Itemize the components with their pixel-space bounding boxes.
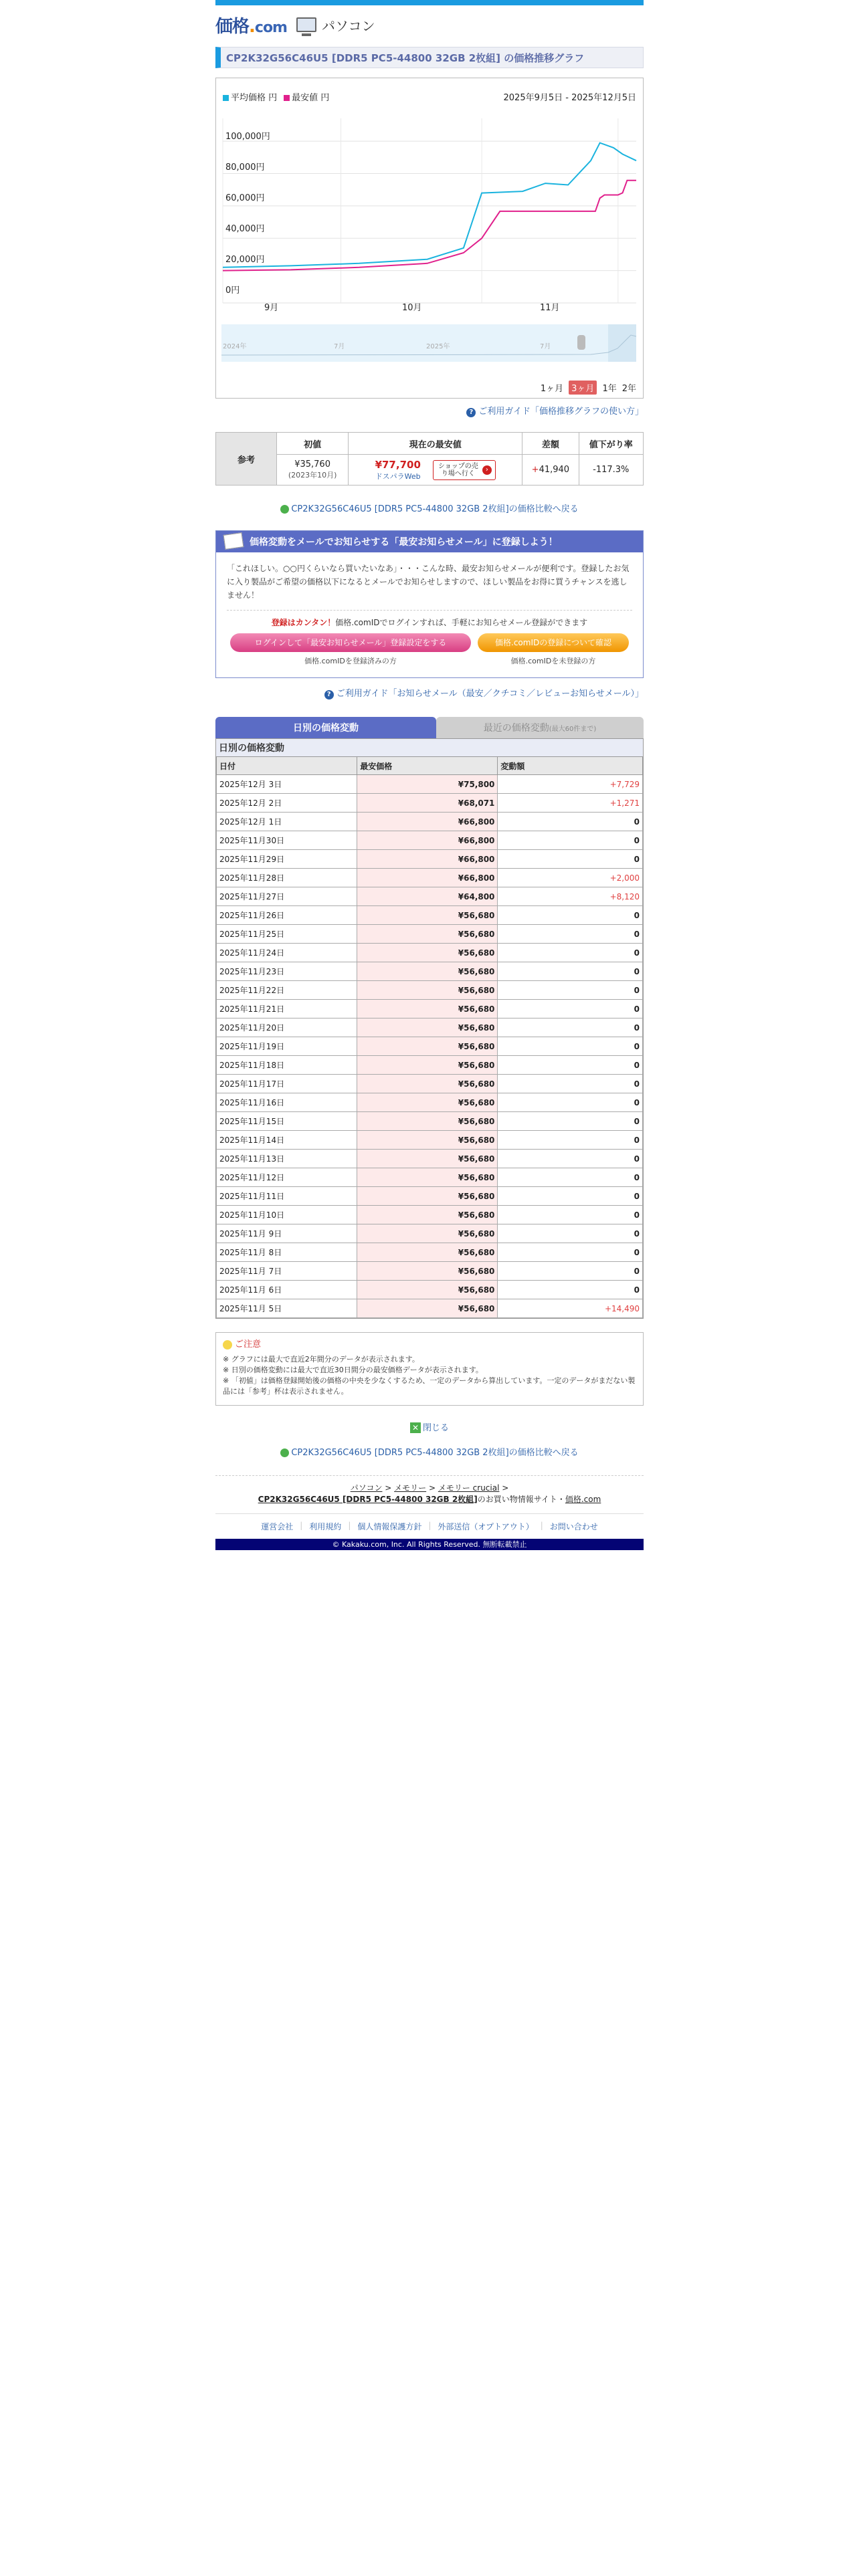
tab-recent[interactable] (436, 717, 644, 738)
row-date: 2025年12月 3日 (217, 775, 357, 794)
table-row (217, 1131, 643, 1150)
login-col (230, 633, 471, 668)
col-date: 日付 (217, 757, 357, 775)
row-date: 2025年11月29日 (217, 850, 357, 869)
average-price-line (223, 143, 636, 267)
x-tick-label: 9月 (264, 303, 279, 313)
alert-easy-line (227, 616, 632, 629)
row-price: ¥56,680 (357, 1112, 498, 1131)
table-row (217, 1187, 643, 1206)
row-price: ¥56,680 (357, 981, 498, 1000)
breadcrumb-item[interactable]: メモリー (394, 1483, 427, 1493)
row-date: 2025年11月20日 (217, 1018, 357, 1037)
table-row (217, 962, 643, 981)
table-row (217, 1037, 643, 1056)
price-alert-box (215, 530, 644, 678)
reference-table (215, 432, 644, 486)
current-cell (349, 455, 522, 486)
footer-sep: | (540, 1521, 543, 1530)
page-title: CP2K32G56C46U5 [DDR5 PC5-44800 32GB 2枚組] の価格推移グラフ (215, 47, 644, 68)
row-date: 2025年11月15日 (217, 1112, 357, 1131)
current-price: ¥77,700 (375, 458, 421, 471)
breadcrumb-item[interactable]: メモリー crucial (438, 1483, 500, 1493)
table-row (217, 1093, 643, 1112)
row-change: 0 (498, 906, 643, 925)
chart-guide-link[interactable] (215, 404, 644, 417)
alert-title: 価格変動をメールでお知らせする「最安お知らせメール」に登録しよう！ (250, 537, 558, 548)
note-item: ※ グラフには最大で直近2年間分のデータが表示されます。 (223, 1355, 419, 1364)
logo-dot: . (249, 16, 255, 37)
row-date: 2025年11月 5日 (217, 1299, 357, 1318)
legend-lowest-label: 最安値 円 (292, 93, 330, 103)
daily-price-panel (215, 738, 644, 1319)
row-price: ¥56,680 (357, 1168, 498, 1187)
row-price: ¥56,680 (357, 1224, 498, 1243)
table-row (217, 1224, 643, 1243)
note-item: ※ 日別の価格変動には最大で直近30日間分の最安価格データが表示されます。 (223, 1366, 483, 1374)
row-price: ¥56,680 (357, 1056, 498, 1075)
row-price: ¥56,680 (357, 1018, 498, 1037)
row-date: 2025年11月 9日 (217, 1224, 357, 1243)
navigator-label: 7月 (334, 343, 345, 350)
x-tick-label: 11月 (540, 303, 560, 313)
row-date: 2025年11月18日 (217, 1056, 357, 1075)
table-row (217, 775, 643, 794)
reference-label: 参考 (216, 433, 277, 486)
register-caption: 価格.comIDを未登録の方 (510, 657, 596, 665)
diff-cell (522, 455, 579, 486)
diff-plus-sign: + (531, 465, 539, 475)
kakaku-logo[interactable] (215, 13, 287, 37)
table-row (217, 1281, 643, 1299)
rate-cell: -117.3% (579, 455, 643, 486)
row-price: ¥56,680 (357, 1281, 498, 1299)
x-tick-label: 10月 (402, 303, 422, 313)
row-change: 0 (498, 1056, 643, 1075)
row-date: 2025年11月30日 (217, 831, 357, 850)
footer-sep: | (300, 1521, 303, 1530)
col-diff: 差額 (522, 433, 579, 455)
breadcrumb: パソコン > メモリー > メモリー crucial > CP2K32G56C46U5 [DDR5 PC5-44800 32GB 2枚組]のお買い物情報サイト・価格.com (215, 1475, 644, 1505)
row-change: +1,271 (498, 794, 643, 813)
logo-com-text: com (254, 19, 287, 36)
row-change: 0 (498, 1075, 643, 1093)
row-change: 0 (498, 925, 643, 944)
table-row (217, 925, 643, 944)
logo-main-text: 価格 (215, 16, 250, 37)
notes-box (215, 1332, 644, 1406)
footer-links (215, 1513, 644, 1539)
row-date: 2025年11月16日 (217, 1093, 357, 1112)
back-link-text-2: CP2K32G56C46U5 [DDR5 PC5-44800 32GB 2枚組]の価格比較へ戻る (291, 1448, 579, 1458)
row-date: 2025年11月28日 (217, 869, 357, 887)
row-price: ¥68,071 (357, 794, 498, 813)
period-3months[interactable]: 3ヶ月 (569, 381, 597, 395)
back-to-comparison-link[interactable] (215, 502, 644, 514)
daily-price-table (216, 756, 643, 1318)
row-date: 2025年11月12日 (217, 1168, 357, 1187)
row-date: 2025年11月14日 (217, 1131, 357, 1150)
row-price: ¥56,680 (357, 1150, 498, 1168)
legend-average-label: 平均価格 円 (231, 93, 278, 103)
period-1year[interactable]: 1年 (602, 384, 617, 394)
row-price: ¥56,680 (357, 1262, 498, 1281)
breadcrumb-product[interactable]: CP2K32G56C46U5 [DDR5 PC5-44800 32GB 2枚組] (258, 1495, 478, 1504)
mail-guide-link[interactable] (215, 686, 644, 700)
row-change: 0 (498, 1281, 643, 1299)
row-change: 0 (498, 981, 643, 1000)
tab-daily[interactable]: 日別の価格変動 (215, 717, 436, 738)
row-change: 0 (498, 944, 643, 962)
help-icon: ? (466, 408, 476, 417)
copyright: © Kakaku.com, Inc. All Rights Reserved. 無断転載禁止 (215, 1539, 644, 1550)
back-to-comparison-link-2[interactable] (215, 1445, 644, 1458)
row-price: ¥56,680 (357, 962, 498, 981)
row-price: ¥56,680 (357, 1187, 498, 1206)
pc-icon (296, 17, 316, 32)
alert-header (216, 531, 643, 552)
table-row (217, 906, 643, 925)
footer-sep: | (428, 1521, 432, 1530)
alert-body (216, 552, 643, 677)
col-rate: 値下がり率 (579, 433, 643, 455)
row-change: 0 (498, 813, 643, 831)
row-change: +8,120 (498, 887, 643, 906)
row-change: +14,490 (498, 1299, 643, 1318)
table-row (217, 1112, 643, 1131)
back-arrow-icon (280, 1448, 289, 1457)
back-arrow-icon (280, 505, 289, 514)
table-row (217, 1243, 643, 1262)
price-chart (215, 78, 644, 399)
row-change: +7,729 (498, 775, 643, 794)
row-change: 0 (498, 1000, 643, 1018)
site-header (215, 5, 644, 40)
mail-guide-text: ご利用ガイド「お知らせメール（最安／クチコミ／レビューお知らせメール）」 (336, 689, 644, 699)
footer-link[interactable]: 運営会社 (261, 1522, 294, 1531)
row-price: ¥56,680 (357, 1037, 498, 1056)
alert-buttons (227, 633, 632, 668)
table-row (217, 1262, 643, 1281)
row-change: 0 (498, 1206, 643, 1224)
arrow-right-icon: › (482, 465, 492, 475)
period-selector (541, 381, 636, 395)
y-tick-label: 80,000円 (225, 163, 265, 173)
row-price: ¥56,680 (357, 1093, 498, 1112)
tab-recent-label: 最近の価格変動 (483, 723, 549, 734)
col-current: 現在の最安値 (349, 433, 522, 455)
row-date: 2025年12月 2日 (217, 794, 357, 813)
row-date: 2025年11月27日 (217, 887, 357, 906)
row-price: ¥56,680 (357, 1131, 498, 1150)
top-accent-bar (215, 0, 644, 5)
row-price: ¥56,680 (357, 944, 498, 962)
row-price: ¥56,680 (357, 906, 498, 925)
footer-link[interactable]: 利用規約 (309, 1522, 342, 1531)
page (215, 0, 644, 1550)
row-price: ¥56,680 (357, 1243, 498, 1262)
row-date: 2025年11月 6日 (217, 1281, 357, 1299)
table-row (217, 981, 643, 1000)
table-row (217, 1018, 643, 1037)
table-row (217, 944, 643, 962)
row-price: ¥56,680 (357, 1299, 498, 1318)
row-change: 0 (498, 1168, 643, 1187)
shop-button-label: ショップの売り場へ行く (438, 462, 478, 477)
row-price: ¥66,800 (357, 813, 498, 831)
row-change: 0 (498, 1131, 643, 1150)
navigator-label: 2025年 (426, 343, 450, 350)
register-col (478, 633, 629, 668)
initial-date: (2023年10月) (288, 471, 337, 479)
row-price: ¥56,680 (357, 1206, 498, 1224)
col-change: 変動額 (498, 757, 643, 775)
category-label: パソコン (322, 17, 375, 34)
table-row (217, 1000, 643, 1018)
period-1month[interactable]: 1ヶ月 (540, 384, 564, 394)
navigator-label: 2024年 (223, 343, 247, 350)
alert-easy-text: 価格.comIDでログインすれば、手軽にお知らせメール登録ができます (335, 618, 588, 627)
row-price: ¥66,800 (357, 831, 498, 850)
close-icon: ✕ (410, 1422, 421, 1433)
chart-date-range: 2025年9月5日 - 2025年12月5日 (503, 93, 636, 103)
table-row (217, 1150, 643, 1168)
footer-sep: | (348, 1521, 351, 1530)
lowest-price-line (223, 181, 636, 271)
close-label: 閉じる (422, 1423, 449, 1433)
table-row (217, 1075, 643, 1093)
mail-icon (223, 532, 244, 550)
row-price: ¥66,800 (357, 869, 498, 887)
row-price: ¥56,680 (357, 1075, 498, 1093)
close-link[interactable] (215, 1420, 644, 1433)
row-change: 0 (498, 1037, 643, 1056)
login-caption: 価格.comIDを登録済みの方 (304, 657, 397, 665)
navigator-handle (577, 335, 585, 350)
row-date: 2025年11月24日 (217, 944, 357, 962)
category-link[interactable] (296, 15, 375, 35)
navigator-selection (608, 324, 636, 362)
breadcrumb-suffix: のお買い物情報サイト・ (477, 1495, 565, 1504)
row-date: 2025年11月26日 (217, 906, 357, 925)
notes-title: ご注意 (235, 1339, 262, 1350)
row-change: 0 (498, 1262, 643, 1281)
alert-divider (227, 610, 632, 611)
daily-heading: 日別の価格変動 (216, 739, 643, 756)
period-2years[interactable]: 2年 (622, 384, 636, 394)
footer-link[interactable]: 個人情報保護方針 (357, 1522, 422, 1531)
shop-button[interactable] (433, 460, 496, 480)
footer-link[interactable]: 外部送信（オプトアウト） (438, 1522, 534, 1531)
table-row (217, 831, 643, 850)
table-row (217, 850, 643, 869)
alert-description: 「これほしい。○○円くらいなら買いたいなあ」・・・こんな時、最安お知らせメールが便利です。登録したお気に入り製品がご希望の価格以下になるとメールでお知らせしますので、ほしい製品をお得に買うチャンスを逃しません！ (227, 564, 630, 600)
row-date: 2025年11月11日 (217, 1187, 357, 1206)
row-date: 2025年11月 7日 (217, 1262, 357, 1281)
login-alert-button[interactable]: ログインして「最安お知らせメール」登録設定をする (230, 633, 471, 652)
col-initial: 初値 (277, 433, 349, 455)
row-change: 0 (498, 1093, 643, 1112)
row-date: 2025年11月10日 (217, 1206, 357, 1224)
y-tick-label: 20,000円 (225, 255, 265, 265)
table-row (217, 1168, 643, 1187)
alert-easy-label: 登録はカンタン！ (271, 618, 336, 627)
row-date: 2025年11月19日 (217, 1037, 357, 1056)
tab-recent-note: (最大60件まで) (549, 725, 597, 733)
row-price: ¥56,680 (357, 1000, 498, 1018)
row-date: 2025年11月13日 (217, 1150, 357, 1168)
table-row (217, 813, 643, 831)
lightbulb-icon (223, 1340, 232, 1350)
back-link-text: CP2K32G56C46U5 [DDR5 PC5-44800 32GB 2枚組]の価格比較へ戻る (291, 504, 579, 514)
row-change: 0 (498, 1150, 643, 1168)
y-tick-label: 40,000円 (225, 224, 265, 234)
row-date: 2025年11月22日 (217, 981, 357, 1000)
table-row (217, 1206, 643, 1224)
footer-link[interactable]: お問い合わせ (549, 1522, 598, 1531)
price-change-tabs (215, 717, 644, 738)
row-date: 2025年11月17日 (217, 1075, 357, 1093)
row-price: ¥66,800 (357, 850, 498, 869)
row-price: ¥75,800 (357, 775, 498, 794)
row-change: 0 (498, 1243, 643, 1262)
row-price: ¥64,800 (357, 887, 498, 906)
shop-name[interactable]: ドスパラWeb (375, 471, 421, 481)
table-row (217, 887, 643, 906)
breadcrumb-item[interactable]: パソコン (350, 1483, 383, 1493)
row-date: 2025年12月 1日 (217, 813, 357, 831)
table-row (217, 1299, 643, 1318)
row-date: 2025年11月23日 (217, 962, 357, 981)
y-tick-label: 0円 (225, 286, 240, 296)
row-change: 0 (498, 1112, 643, 1131)
row-date: 2025年11月 8日 (217, 1243, 357, 1262)
row-change: 0 (498, 962, 643, 981)
register-id-button[interactable]: 価格.comIDの登録について確認 (478, 633, 629, 652)
row-price: ¥56,680 (357, 925, 498, 944)
row-change: 0 (498, 1224, 643, 1243)
row-change: 0 (498, 831, 643, 850)
note-item: ※ 「初値」は価格登録開始後の価格の中央を少なくするため、一定のデータから算出しています。一定のデータがまだない製品には「参考」杯は表示されません。 (223, 1376, 636, 1396)
row-date: 2025年11月25日 (217, 925, 357, 944)
notes-title-line (223, 1339, 636, 1350)
table-row (217, 869, 643, 887)
row-change: 0 (498, 850, 643, 869)
initial-cell (277, 455, 349, 486)
col-lowest-price: 最安価格 (357, 757, 498, 775)
row-change: 0 (498, 1187, 643, 1206)
initial-price: ¥35,760 (294, 459, 330, 469)
row-change: +2,000 (498, 869, 643, 887)
row-date: 2025年11月21日 (217, 1000, 357, 1018)
chart-guide-text: ご利用ガイド「価格推移グラフの使い方」 (478, 407, 644, 417)
table-row (217, 1056, 643, 1075)
diff-value: 41,940 (539, 465, 570, 475)
row-change: 0 (498, 1018, 643, 1037)
navigator-label: 7月 (540, 343, 551, 350)
breadcrumb-site[interactable]: 価格.com (565, 1495, 601, 1504)
y-tick-label: 100,000円 (225, 132, 270, 142)
help-icon: ? (324, 690, 334, 700)
table-row (217, 794, 643, 813)
y-tick-label: 60,000円 (225, 193, 265, 203)
